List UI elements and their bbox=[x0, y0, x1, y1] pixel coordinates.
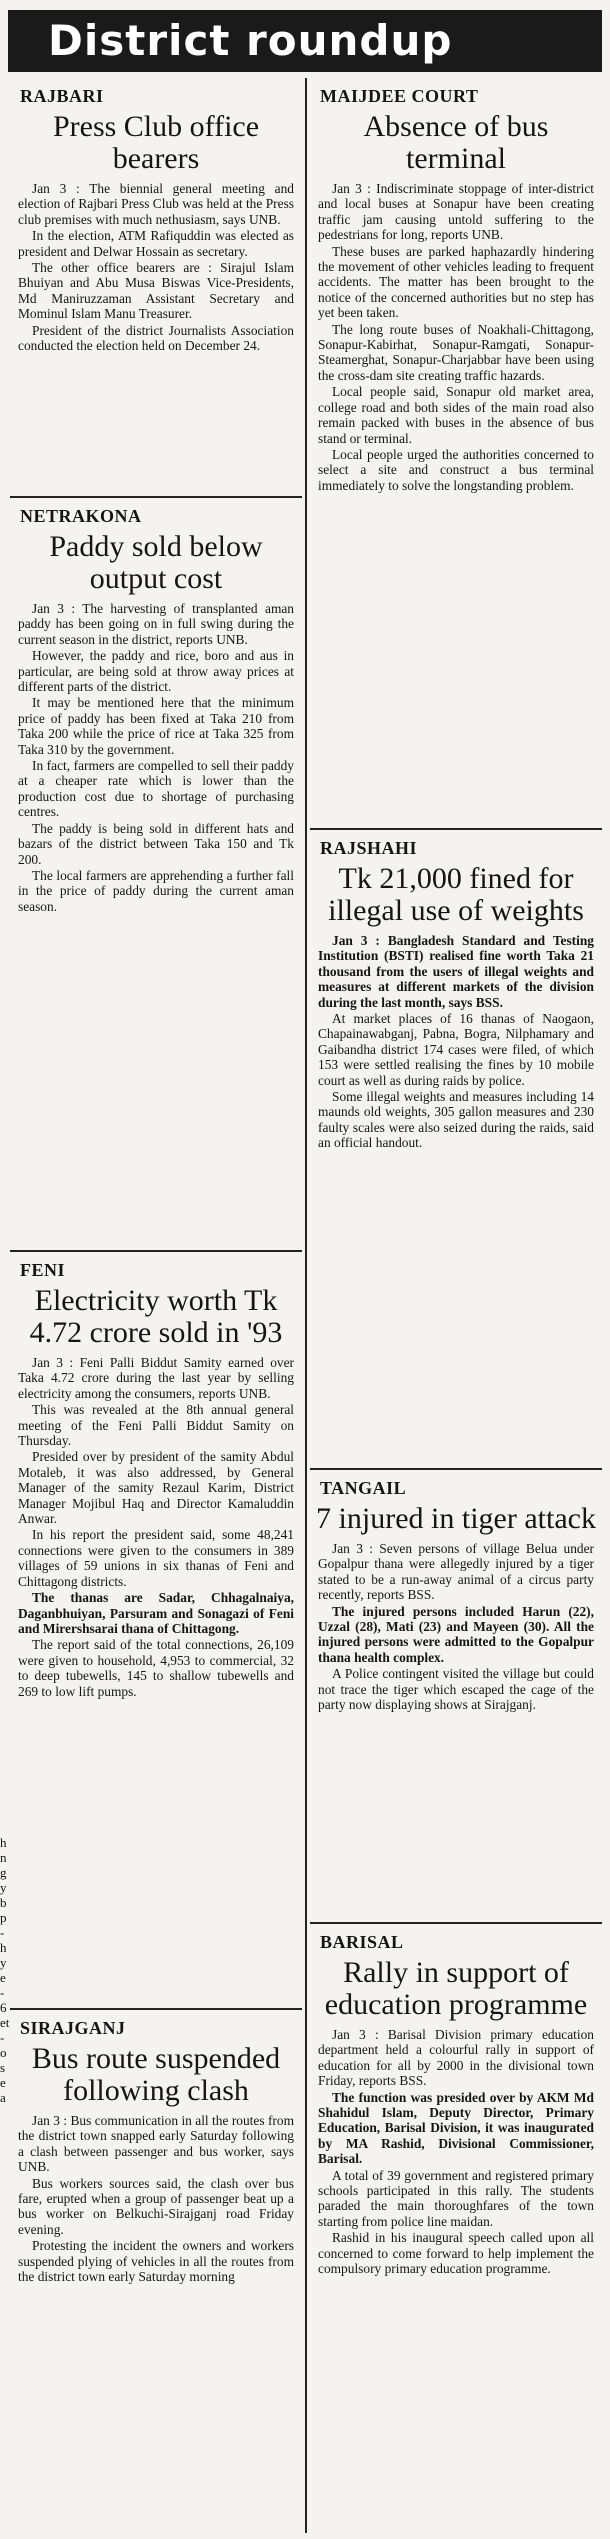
story-paragraph: In fact, farmers are compelled to sell their paddy at a cheaper rate which is lower than the production cost due to shortage of purchasing centres. bbox=[18, 758, 294, 820]
story-body bbox=[10, 181, 302, 353]
fragment-char: et bbox=[0, 2015, 10, 2030]
story-paragraph: Local people urged the authorities concerned to select a site and construct a bus terminal immediately to solve the longstanding problem. bbox=[318, 446, 594, 493]
fragment-char: - bbox=[0, 1985, 5, 2000]
story-paragraph: Jan 3 : Bangladesh Standard and Testing Institution (BSTI) realised fine worth Taka 21 thousand from the users of illegal weights and measures at different markets of the division during the last month, says BSS. bbox=[318, 933, 594, 1010]
story-headline: 7 injured in tiger attack bbox=[316, 1502, 596, 1535]
column-divider bbox=[305, 78, 307, 2533]
story-paragraph: Protesting the incident the owners and workers suspended plying of vehicles in all the routes from the district town early Saturday morning bbox=[18, 2238, 294, 2285]
story-body bbox=[310, 933, 602, 1151]
story-paragraph: Jan 3 : Seven persons of village Belua under Gopalpur thana were allegedly injured by a tiger stated to be a run-away animal of a circus party recently, reports BSS. bbox=[318, 1541, 594, 1603]
story-paragraph: Jan 3 : Barisal Division primary education department held a colourful rally in support of education for all by 2000 in the divisional town Friday, reports BSS. bbox=[318, 2027, 594, 2089]
fragment-char: y bbox=[0, 1880, 7, 1895]
story-body bbox=[310, 2027, 602, 2277]
story-paragraph: This was revealed at the 8th annual general meeting of the Feni Palli Biddut Samity on Thursday. bbox=[18, 1402, 294, 1449]
fragment-char: h bbox=[0, 1940, 7, 1955]
story-headline: Paddy sold below output cost bbox=[49, 530, 263, 595]
story-body bbox=[10, 1355, 302, 1699]
story-separator bbox=[310, 828, 602, 830]
fragment-char: b bbox=[0, 1895, 7, 1910]
story-headline: Rally in support of education programme bbox=[324, 1956, 588, 2021]
story-body bbox=[310, 1541, 602, 1712]
story-separator bbox=[10, 1250, 302, 1252]
story-paragraph: Bus workers sources said, the clash over bus fare, erupted when a group of passenger beat up a bus worker on Belkuchi-Sirajganj road Friday evening. bbox=[18, 2175, 294, 2237]
fragment-char: s bbox=[0, 2060, 6, 2075]
story-dateline: TANGAIL bbox=[320, 1478, 407, 1498]
story-dateline: RAJSHAHI bbox=[320, 838, 418, 858]
story-paragraph: Jan 3 : Feni Palli Biddut Samity earned over Taka 4.72 crore during the last year by selling electricity among the consumers, reports UNB. bbox=[18, 1355, 294, 1401]
story-dateline: SIRAJGANJ bbox=[20, 2018, 126, 2038]
story-paragraph: Rashid in his inaugural speech called upon all concerned to come forward to help implement the compulsory primary education programme. bbox=[318, 2230, 594, 2277]
story-paragraph: Some illegal weights and measures including 14 maunds old weights, 305 gallon measures and 230 faulty scales were also seized during the raids, said an official handout. bbox=[318, 1089, 594, 1151]
story-paragraph: Jan 3 : The harvesting of transplanted aman paddy has been going on in full swing during the current season in the district, reports UNB. bbox=[18, 601, 294, 647]
story-separator bbox=[310, 1468, 602, 1470]
fragment-char: h bbox=[0, 1835, 7, 1850]
story-paragraph: However, the paddy and rice, boro and aus in particular, are being sold at throw away prices at different parts of the district. bbox=[18, 648, 294, 695]
story-headline: Electricity worth Tk 4.72 crore sold in '93 bbox=[29, 1284, 283, 1349]
fragment-char: - bbox=[0, 2030, 5, 2045]
story-separator bbox=[10, 496, 302, 498]
story-dateline: NETRAKONA bbox=[20, 506, 142, 526]
story-feni bbox=[10, 1254, 302, 1930]
story-paragraph: Jan 3 : Bus communication in all the routes from the district town snapped early Saturday following a clash between passenger and bus worker, says UNB. bbox=[18, 2113, 294, 2175]
story-headline: Absence of bus terminal bbox=[363, 110, 549, 175]
story-paragraph: At market places of 16 thanas of Naogaon, Chapainawabganj, Pabna, Bogra, Nilphamary and Gaibandha district 174 cases were filed, of which 153 were settled realising the fines by 10 mobile court as well as during raids by police. bbox=[318, 1011, 594, 1088]
story-paragraph: President of the district Journalists Association conducted the election held on December 24. bbox=[18, 322, 294, 354]
fragment-char: p bbox=[0, 1910, 7, 1925]
story-paragraph: Jan 3 : Indiscriminate stoppage of inter-district and local buses at Sonapur have been creating traffic jam causing untold suffering to the pedestrians for long, reports UNB. bbox=[318, 181, 594, 243]
fragment-char: e bbox=[0, 1970, 6, 1985]
story-paragraph: The function was presided over by AKM Md Shahidul Islam, Deputy Director, Primary Education, Barisal Division, it was inaugurated by MA Rashid, Divisional Commissioner, Barisal. bbox=[318, 2089, 594, 2167]
story-paragraph: It may be mentioned here that the minimum price of paddy has been fixed at Taka 210 from Taka 200 while the price of rice at Taka 325 from Taka 310 by the government. bbox=[18, 695, 294, 757]
story-sirajganj bbox=[10, 2012, 302, 2535]
story-dateline: RAJBARI bbox=[20, 86, 104, 106]
story-paragraph: Local people said, Sonapur old market area, college road and both sides of the main road also remain packed with buses in the absence of bus stand or terminal. bbox=[318, 384, 594, 446]
story-paragraph: The long route buses of Noakhali-Chittagong, Sonapur-Kabirhat, Sonapur-Ramgati, Sonapur-Steamerghat, Sonapur-Charjabbar have been using the cross-dam site creating traffic hazards. bbox=[318, 321, 594, 383]
story-paragraph: The local farmers are apprehending a further fall in the price of paddy during the current aman season. bbox=[18, 867, 294, 914]
story-paragraph: In the election, ATM Rafiquddin was elected as president and Delwar Hossain as secretary. bbox=[18, 228, 294, 259]
story-dateline: BARISAL bbox=[320, 1932, 404, 1952]
story-headline: Press Club office bearers bbox=[52, 110, 260, 175]
page-title: District roundup bbox=[8, 10, 602, 72]
story-rajbari bbox=[10, 80, 302, 490]
story-separator bbox=[310, 1922, 602, 1924]
story-maijdee-court bbox=[310, 80, 602, 822]
story-body bbox=[10, 2113, 302, 2284]
story-paragraph: The thanas are Sadar, Chhagalnaiya, Daganbhuiyan, Parsuram and Sonagazi of Feni and Mirershsarai thana of Chittagong. bbox=[18, 1590, 294, 1636]
fragment-char: a bbox=[0, 2090, 6, 2105]
story-paragraph: A Police contingent visited the village but could not trace the tiger which escaped the cage of the party now displaying shows at Sirajganj. bbox=[318, 1666, 594, 1713]
story-rajshahi bbox=[310, 832, 602, 1462]
story-body bbox=[10, 601, 302, 914]
fragment-char: - bbox=[0, 1925, 5, 1940]
story-paragraph: These buses are parked haphazardly hindering the movement of other vehicles leading to frequent accidents. The matter has been brought to the notice of the concerned authorities but no step has yet been taken. bbox=[318, 243, 594, 321]
story-paragraph: The injured persons included Harun (22), Uzzal (28), Mati (23) and Mayeen (30). All the injured persons were admitted to the Gopalpur thana health complex. bbox=[318, 1603, 594, 1665]
fragment-char: y bbox=[0, 1955, 7, 1970]
story-paragraph: Jan 3 : The biennial general meeting and election of Rajbari Press Club was held at the Press club premises with much nethusiasm, says UNB. bbox=[18, 181, 294, 227]
story-paragraph: Presided over by president of the samity Abdul Motaleb, it was also addressed, by General Manager of the samity Rezaul Karim, District Manager Mojibul Haq and Director Kamaluddin Anwar. bbox=[18, 1449, 294, 1527]
story-headline: Tk 21,000 fined for illegal use of weights bbox=[328, 862, 584, 927]
story-tangail bbox=[310, 1472, 602, 1916]
story-paragraph: The paddy is being sold in different hats and bazars of the district between Taka 150 and Tk 200. bbox=[18, 820, 294, 867]
fragment-char: n bbox=[0, 1850, 7, 1865]
story-body bbox=[310, 181, 602, 493]
story-paragraph: The report said of the total connections, 26,109 were given to household, 4,953 to commercial, 32 to deep tubewells, 145 to shallow tubewells and 269 to low lift pumps. bbox=[18, 1637, 294, 1699]
fragment-char: o bbox=[0, 2045, 7, 2060]
fragment-char: e bbox=[0, 2075, 6, 2090]
fragment-char: 6 bbox=[0, 2000, 7, 2015]
story-barisal bbox=[310, 1926, 602, 2535]
story-paragraph: In his report the president said, some 48,241 connections were given to the consumers in 389 villages of 59 unions in six thanas of Feni and Chittagong districts. bbox=[18, 1527, 294, 1589]
adjacent-article-fragment bbox=[0, 1835, 8, 2155]
story-paragraph: A total of 39 government and registered primary schools participated in this rally. The students paraded the main thoroughfares of the town starting from police line maidan. bbox=[318, 2167, 594, 2229]
fragment-char: g bbox=[0, 1865, 7, 1880]
story-headline: Bus route suspended following clash bbox=[31, 2042, 281, 2107]
story-separator bbox=[10, 2008, 302, 2010]
story-netrakona bbox=[10, 500, 302, 1246]
story-dateline: MAIJDEE COURT bbox=[320, 86, 479, 106]
story-dateline: FENI bbox=[20, 1260, 66, 1280]
story-paragraph: The other office bearers are : Sirajul Islam Bhuiyan and Abu Musa Biswas Vice-Presidents, Md Maniruzzaman Assistant Secretary and Mominul Islam Manu Treasurer. bbox=[18, 260, 294, 322]
